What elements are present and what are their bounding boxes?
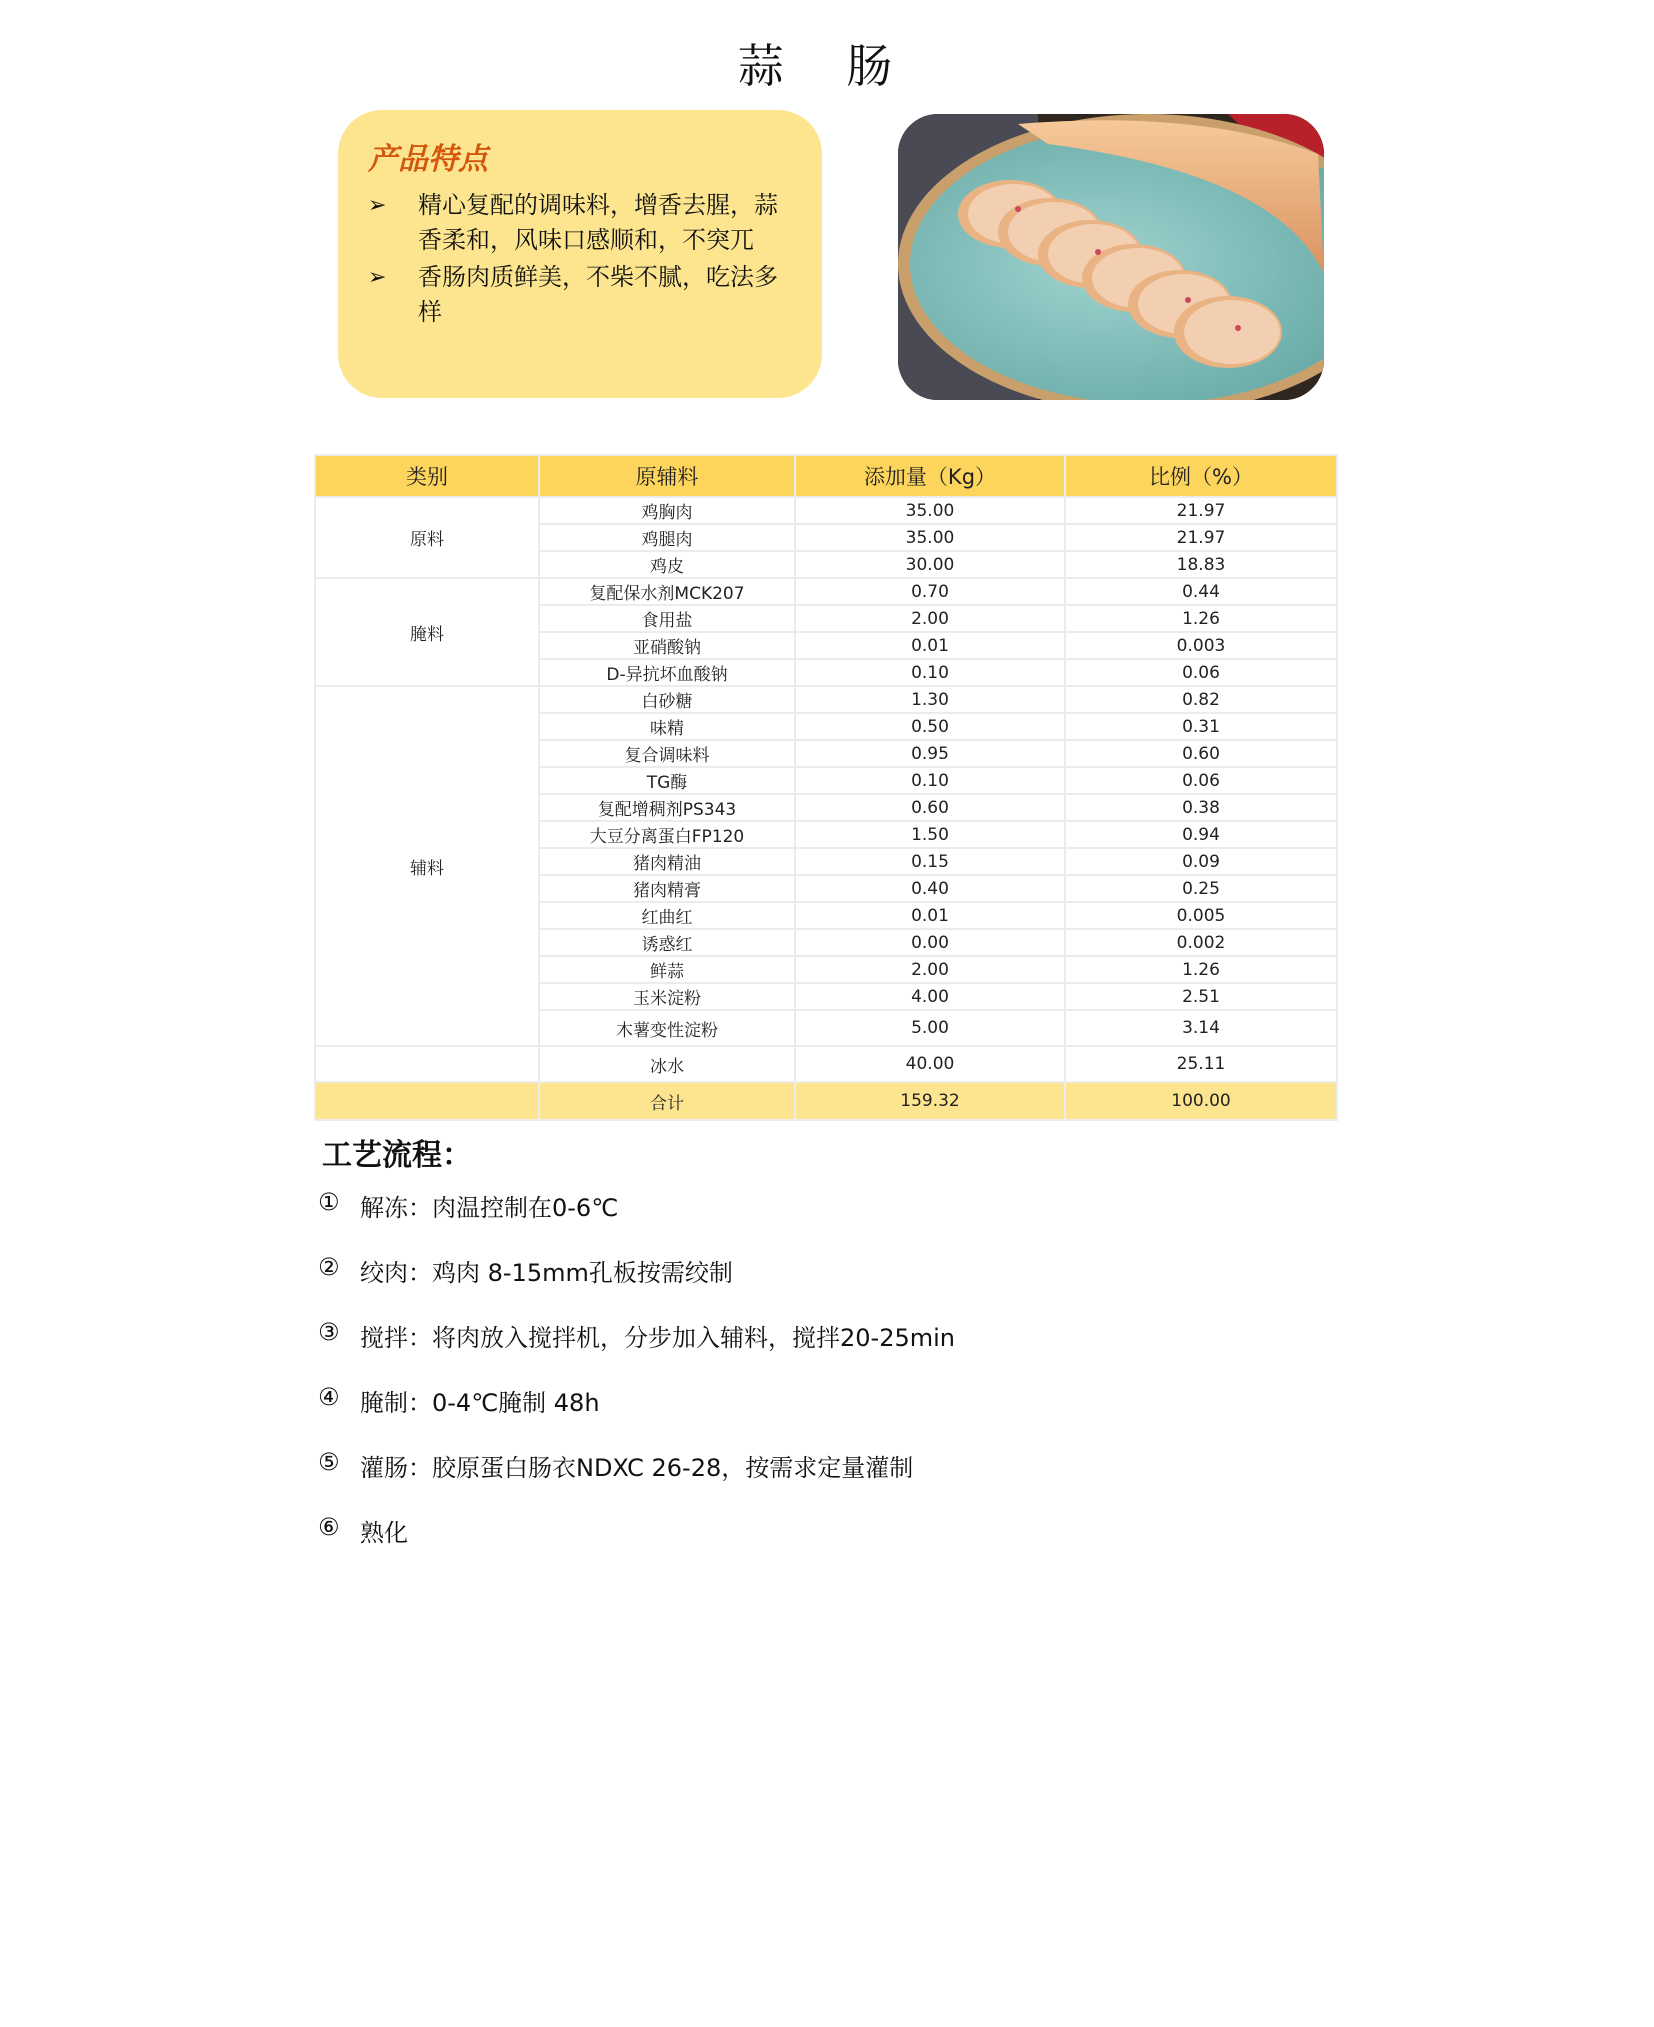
amount-cell: 0.01 (795, 902, 1065, 929)
amount-cell: 0.70 (795, 578, 1065, 605)
column-header: 比例（%） (1065, 455, 1337, 497)
step-text: 搅拌：将肉放入搅拌机，分步加入辅料，搅拌20-25min (360, 1324, 955, 1352)
ratio-cell: 18.83 (1065, 551, 1337, 578)
amount-cell: 0.01 (795, 632, 1065, 659)
category-cell: 腌料 (315, 578, 539, 686)
amount-cell: 0.50 (795, 713, 1065, 740)
ingredient-cell: 鸡胸肉 (539, 497, 795, 524)
ingredient-cell: 猪肉精油 (539, 848, 795, 875)
ratio-cell: 0.005 (1065, 902, 1337, 929)
ratio-cell: 0.06 (1065, 767, 1337, 794)
ratio-cell: 0.31 (1065, 713, 1337, 740)
sausage-photo-illustration (898, 114, 1324, 400)
amount-cell: 2.00 (795, 956, 1065, 983)
category-cell (315, 1082, 539, 1120)
ingredient-cell: 冰水 (539, 1046, 795, 1082)
column-header: 添加量（Kg） (795, 455, 1065, 497)
step-text: 腌制：0-4℃腌制 48h (360, 1389, 600, 1417)
amount-cell: 4.00 (795, 983, 1065, 1010)
process-heading: 工艺流程： (322, 1138, 472, 1173)
ratio-cell: 1.26 (1065, 956, 1337, 983)
amount-cell: 0.95 (795, 740, 1065, 767)
amount-cell: 0.10 (795, 767, 1065, 794)
step-text: 解冻：肉温控制在0-6℃ (360, 1194, 619, 1222)
process-step (318, 1448, 955, 1513)
ingredient-cell: 复配增稠剂PS343 (539, 794, 795, 821)
step-number: ⑥ (318, 1513, 340, 1541)
ingredient-cell: 食用盐 (539, 605, 795, 632)
ratio-cell: 0.44 (1065, 578, 1337, 605)
ingredient-cell: 鲜蒜 (539, 956, 795, 983)
amount-cell: 0.60 (795, 794, 1065, 821)
amount-cell: 35.00 (795, 524, 1065, 551)
ratio-cell: 0.38 (1065, 794, 1337, 821)
table-row (315, 686, 1337, 713)
page-title: 蒜 肠 (737, 39, 917, 93)
ratio-cell: 1.26 (1065, 605, 1337, 632)
process-steps (318, 1188, 955, 1578)
ratio-cell: 0.002 (1065, 929, 1337, 956)
ratio-cell: 0.94 (1065, 821, 1337, 848)
category-cell: 辅料 (315, 686, 539, 1046)
step-text: 熟化 (360, 1519, 408, 1547)
amount-cell: 2.00 (795, 605, 1065, 632)
amount-cell: 30.00 (795, 551, 1065, 578)
ratio-cell: 0.003 (1065, 632, 1337, 659)
feature-item (368, 260, 792, 330)
ratio-cell: 0.60 (1065, 740, 1337, 767)
ratio-cell: 2.51 (1065, 983, 1337, 1010)
ingredient-cell: 鸡腿肉 (539, 524, 795, 551)
ingredient-cell: 鸡皮 (539, 551, 795, 578)
ingredient-cell: 复合调味料 (539, 740, 795, 767)
ingredient-cell: 木薯变性淀粉 (539, 1010, 795, 1046)
arrow-bullet-icon: ➢ (368, 265, 387, 290)
ingredient-cell: 猪肉精膏 (539, 875, 795, 902)
table-total-row (315, 1082, 1337, 1120)
total-label: 合计 (539, 1082, 795, 1120)
ingredient-cell: 白砂糖 (539, 686, 795, 713)
ratio-cell: 0.82 (1065, 686, 1337, 713)
amount-cell: 0.00 (795, 929, 1065, 956)
table-row (315, 1046, 1337, 1082)
amount-cell: 0.15 (795, 848, 1065, 875)
step-number: ③ (318, 1318, 340, 1346)
feature-text: 香肠肉质鲜美，不柴不腻，吃法多样 (418, 263, 778, 326)
amount-cell: 40.00 (795, 1046, 1065, 1082)
ingredient-cell: 大豆分离蛋白FP120 (539, 821, 795, 848)
product-features-card (338, 110, 822, 398)
process-step (318, 1318, 955, 1383)
ingredient-cell: 味精 (539, 713, 795, 740)
amount-cell: 35.00 (795, 497, 1065, 524)
ingredient-cell: 红曲红 (539, 902, 795, 929)
ratio-cell: 0.25 (1065, 875, 1337, 902)
amount-cell: 1.50 (795, 821, 1065, 848)
ratio-cell: 0.09 (1065, 848, 1337, 875)
ratio-cell: 25.11 (1065, 1046, 1337, 1082)
category-cell (315, 1046, 539, 1082)
ingredient-cell: TG酶 (539, 767, 795, 794)
step-number: ② (318, 1253, 340, 1281)
amount-cell: 0.10 (795, 659, 1065, 686)
ingredient-cell: 复配保水剂MCK207 (539, 578, 795, 605)
column-header: 类别 (315, 455, 539, 497)
feature-text: 精心复配的调味料，增香去腥，蒜香柔和，风味口感顺和，不突兀 (418, 191, 778, 254)
step-number: ④ (318, 1383, 340, 1411)
ratio-cell: 0.06 (1065, 659, 1337, 686)
features-list (368, 188, 792, 330)
features-heading: 产品特点 (368, 142, 488, 177)
step-text: 绞肉：鸡肉 8-15mm孔板按需绞制 (360, 1259, 733, 1287)
ratio-cell: 21.97 (1065, 497, 1337, 524)
ratio-cell: 3.14 (1065, 1010, 1337, 1046)
recipe-table (314, 454, 1338, 1121)
amount-cell: 0.40 (795, 875, 1065, 902)
table-row (315, 578, 1337, 605)
table-header-row (315, 455, 1337, 497)
process-step (318, 1188, 955, 1253)
table-row (315, 497, 1337, 524)
total-amount: 159.32 (795, 1082, 1065, 1120)
amount-cell: 5.00 (795, 1010, 1065, 1046)
process-step (318, 1253, 955, 1318)
ingredient-cell: 亚硝酸钠 (539, 632, 795, 659)
ingredient-cell: D-异抗坏血酸钠 (539, 659, 795, 686)
process-step (318, 1383, 955, 1448)
ratio-cell: 21.97 (1065, 524, 1337, 551)
ingredient-cell: 玉米淀粉 (539, 983, 795, 1010)
product-photo (898, 114, 1324, 400)
step-number: ① (318, 1188, 340, 1216)
ingredient-cell: 诱惑红 (539, 929, 795, 956)
arrow-bullet-icon: ➢ (368, 193, 387, 218)
column-header: 原辅料 (539, 455, 795, 497)
total-ratio: 100.00 (1065, 1082, 1337, 1120)
category-cell: 原料 (315, 497, 539, 578)
amount-cell: 1.30 (795, 686, 1065, 713)
step-text: 灌肠：胶原蛋白肠衣NDXC 26-28，按需求定量灌制 (360, 1454, 914, 1482)
process-step (318, 1513, 955, 1578)
feature-item (368, 188, 792, 258)
step-number: ⑤ (318, 1448, 340, 1476)
